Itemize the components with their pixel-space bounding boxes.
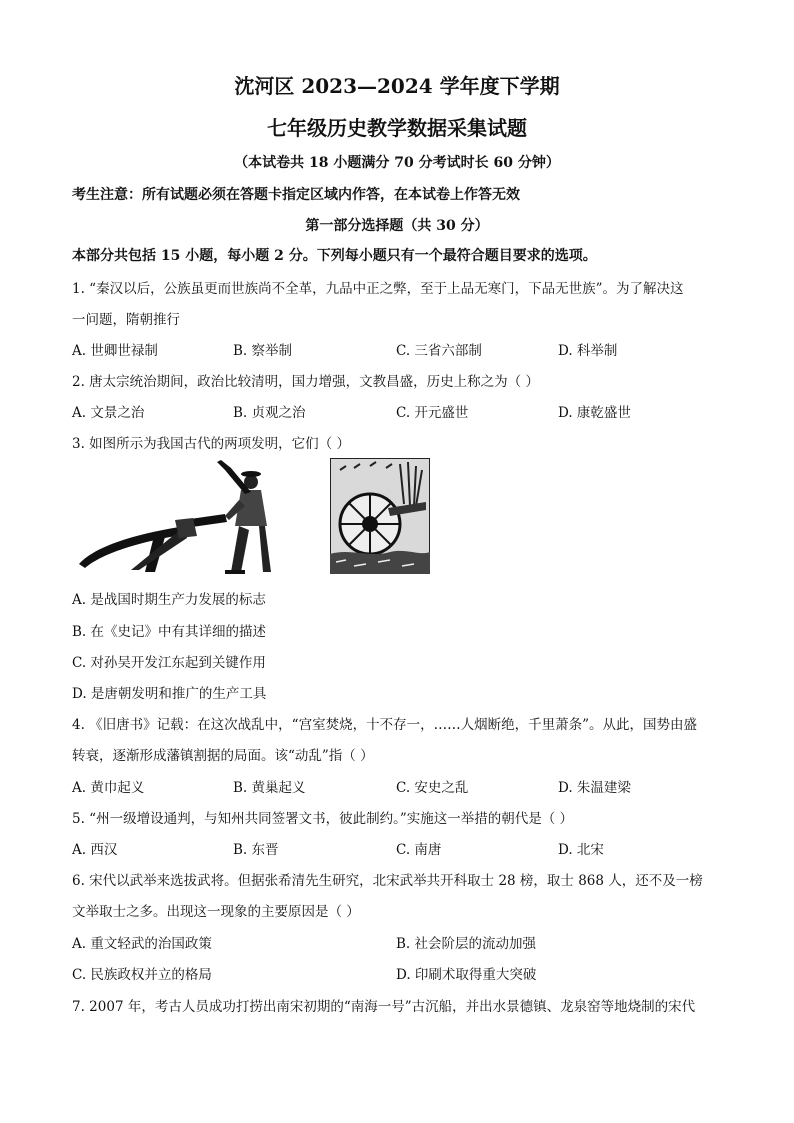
q3-option-c: C. 对孙吴开发江东起到关键作用 [72, 655, 266, 671]
q5-option-b: B. 东晋 [233, 842, 279, 858]
q3-option-b: B. 在《史记》中有其详细的描述 [72, 624, 267, 640]
question-1-line-1: 1. “秦汉以后，公族虽更而世族尚不全革，九品中正之弊，至于上品无寒门，下品无世族”。为了解决这 [72, 281, 684, 297]
q4-option-b: B. 黄巢起义 [233, 780, 306, 796]
q2-option-b: B. 贞观之治 [233, 405, 306, 421]
q2-option-c: C. 开元盛世 [396, 405, 469, 421]
q6-option-c: C. 民族政权并立的格局 [72, 967, 212, 983]
q6-option-d: D. 印刷术取得重大突破 [396, 967, 537, 983]
question-2-line-1: 2. 唐太宗统治期间，政治比较清明，国力增强，文教昌盛，历史上称之为（ ） [72, 374, 539, 390]
q1-option-c: C. 三省六部制 [396, 343, 482, 359]
plow-illustration [75, 460, 275, 575]
exam-info: （本试卷共 18 小题满分 70 分考试时长 60 分钟） [234, 155, 560, 171]
q2-option-d: D. 康乾盛世 [558, 405, 631, 421]
exam-notice: 考生注意：所有试题必须在答题卡指定区域内作答，在本试卷上作答无效 [72, 187, 520, 203]
q1-option-d: D. 科举制 [558, 343, 618, 359]
waterwheel-illustration [330, 458, 430, 574]
q3-option-a: A. 是战国时期生产力发展的标志 [72, 592, 266, 608]
exam-subtitle: 七年级历史教学数据采集试题 [267, 116, 527, 140]
question-3-line-1: 3. 如图所示为我国古代的两项发明，它们（ ） [72, 436, 350, 452]
exam-title: 沈河区 2023—2024 学年度下学期 [234, 74, 560, 98]
q1-option-a: A. 世卿世禄制 [72, 343, 158, 359]
section-instruction: 本部分共包括 15 小题，每小题 2 分。下列每小题只有一个最符合题目要求的选项。 [72, 248, 597, 264]
question-4-line-1: 4. 《旧唐书》记载：在这次战乱中，“宫室焚烧，十不存一，……人烟断绝，千里萧条”。从此，国势由盛 [72, 717, 697, 733]
question-5-line-1: 5. “州一级增设通判，与知州共同签署文书，彼此制约。”实施这一举措的朝代是（ ） [72, 811, 574, 827]
question-6-line-2: 文举取士之多。出现这一现象的主要原因是（ ） [72, 904, 360, 920]
question-1-line-2: 一问题，隋朝推行 [72, 312, 180, 328]
q5-option-a: A. 西汉 [72, 842, 118, 858]
q5-option-c: C. 南唐 [396, 842, 442, 858]
question-4-line-2: 转衰，逐渐形成藩镇割据的局面。该“动乱”指（ ） [72, 748, 374, 764]
q6-option-b: B. 社会阶层的流动加强 [396, 936, 537, 952]
q6-option-a: A. 重文轻武的治国政策 [72, 936, 212, 952]
section-title: 第一部分选择题（共 30 分） [305, 218, 489, 234]
question-6-line-1: 6. 宋代以武举来选拔武将。但据张希清先生研究，北宋武举共开科取士 28 榜，取士 868 人，还不及一榜 [72, 873, 703, 889]
question-7-line-1: 7. 2007 年，考古人员成功打捞出南宋初期的“南海一号”古沉船，并出水景德镇、龙泉窑等地烧制的宋代 [72, 999, 696, 1015]
q2-option-a: A. 文景之治 [72, 405, 145, 421]
q1-option-b: B. 察举制 [233, 343, 293, 359]
q4-option-a: A. 黄巾起义 [72, 780, 145, 796]
q4-option-c: C. 安史之乱 [396, 780, 469, 796]
q5-option-d: D. 北宋 [558, 842, 604, 858]
q3-option-d: D. 是唐朝发明和推广的生产工具 [72, 686, 267, 702]
q4-option-d: D. 朱温建梁 [558, 780, 631, 796]
